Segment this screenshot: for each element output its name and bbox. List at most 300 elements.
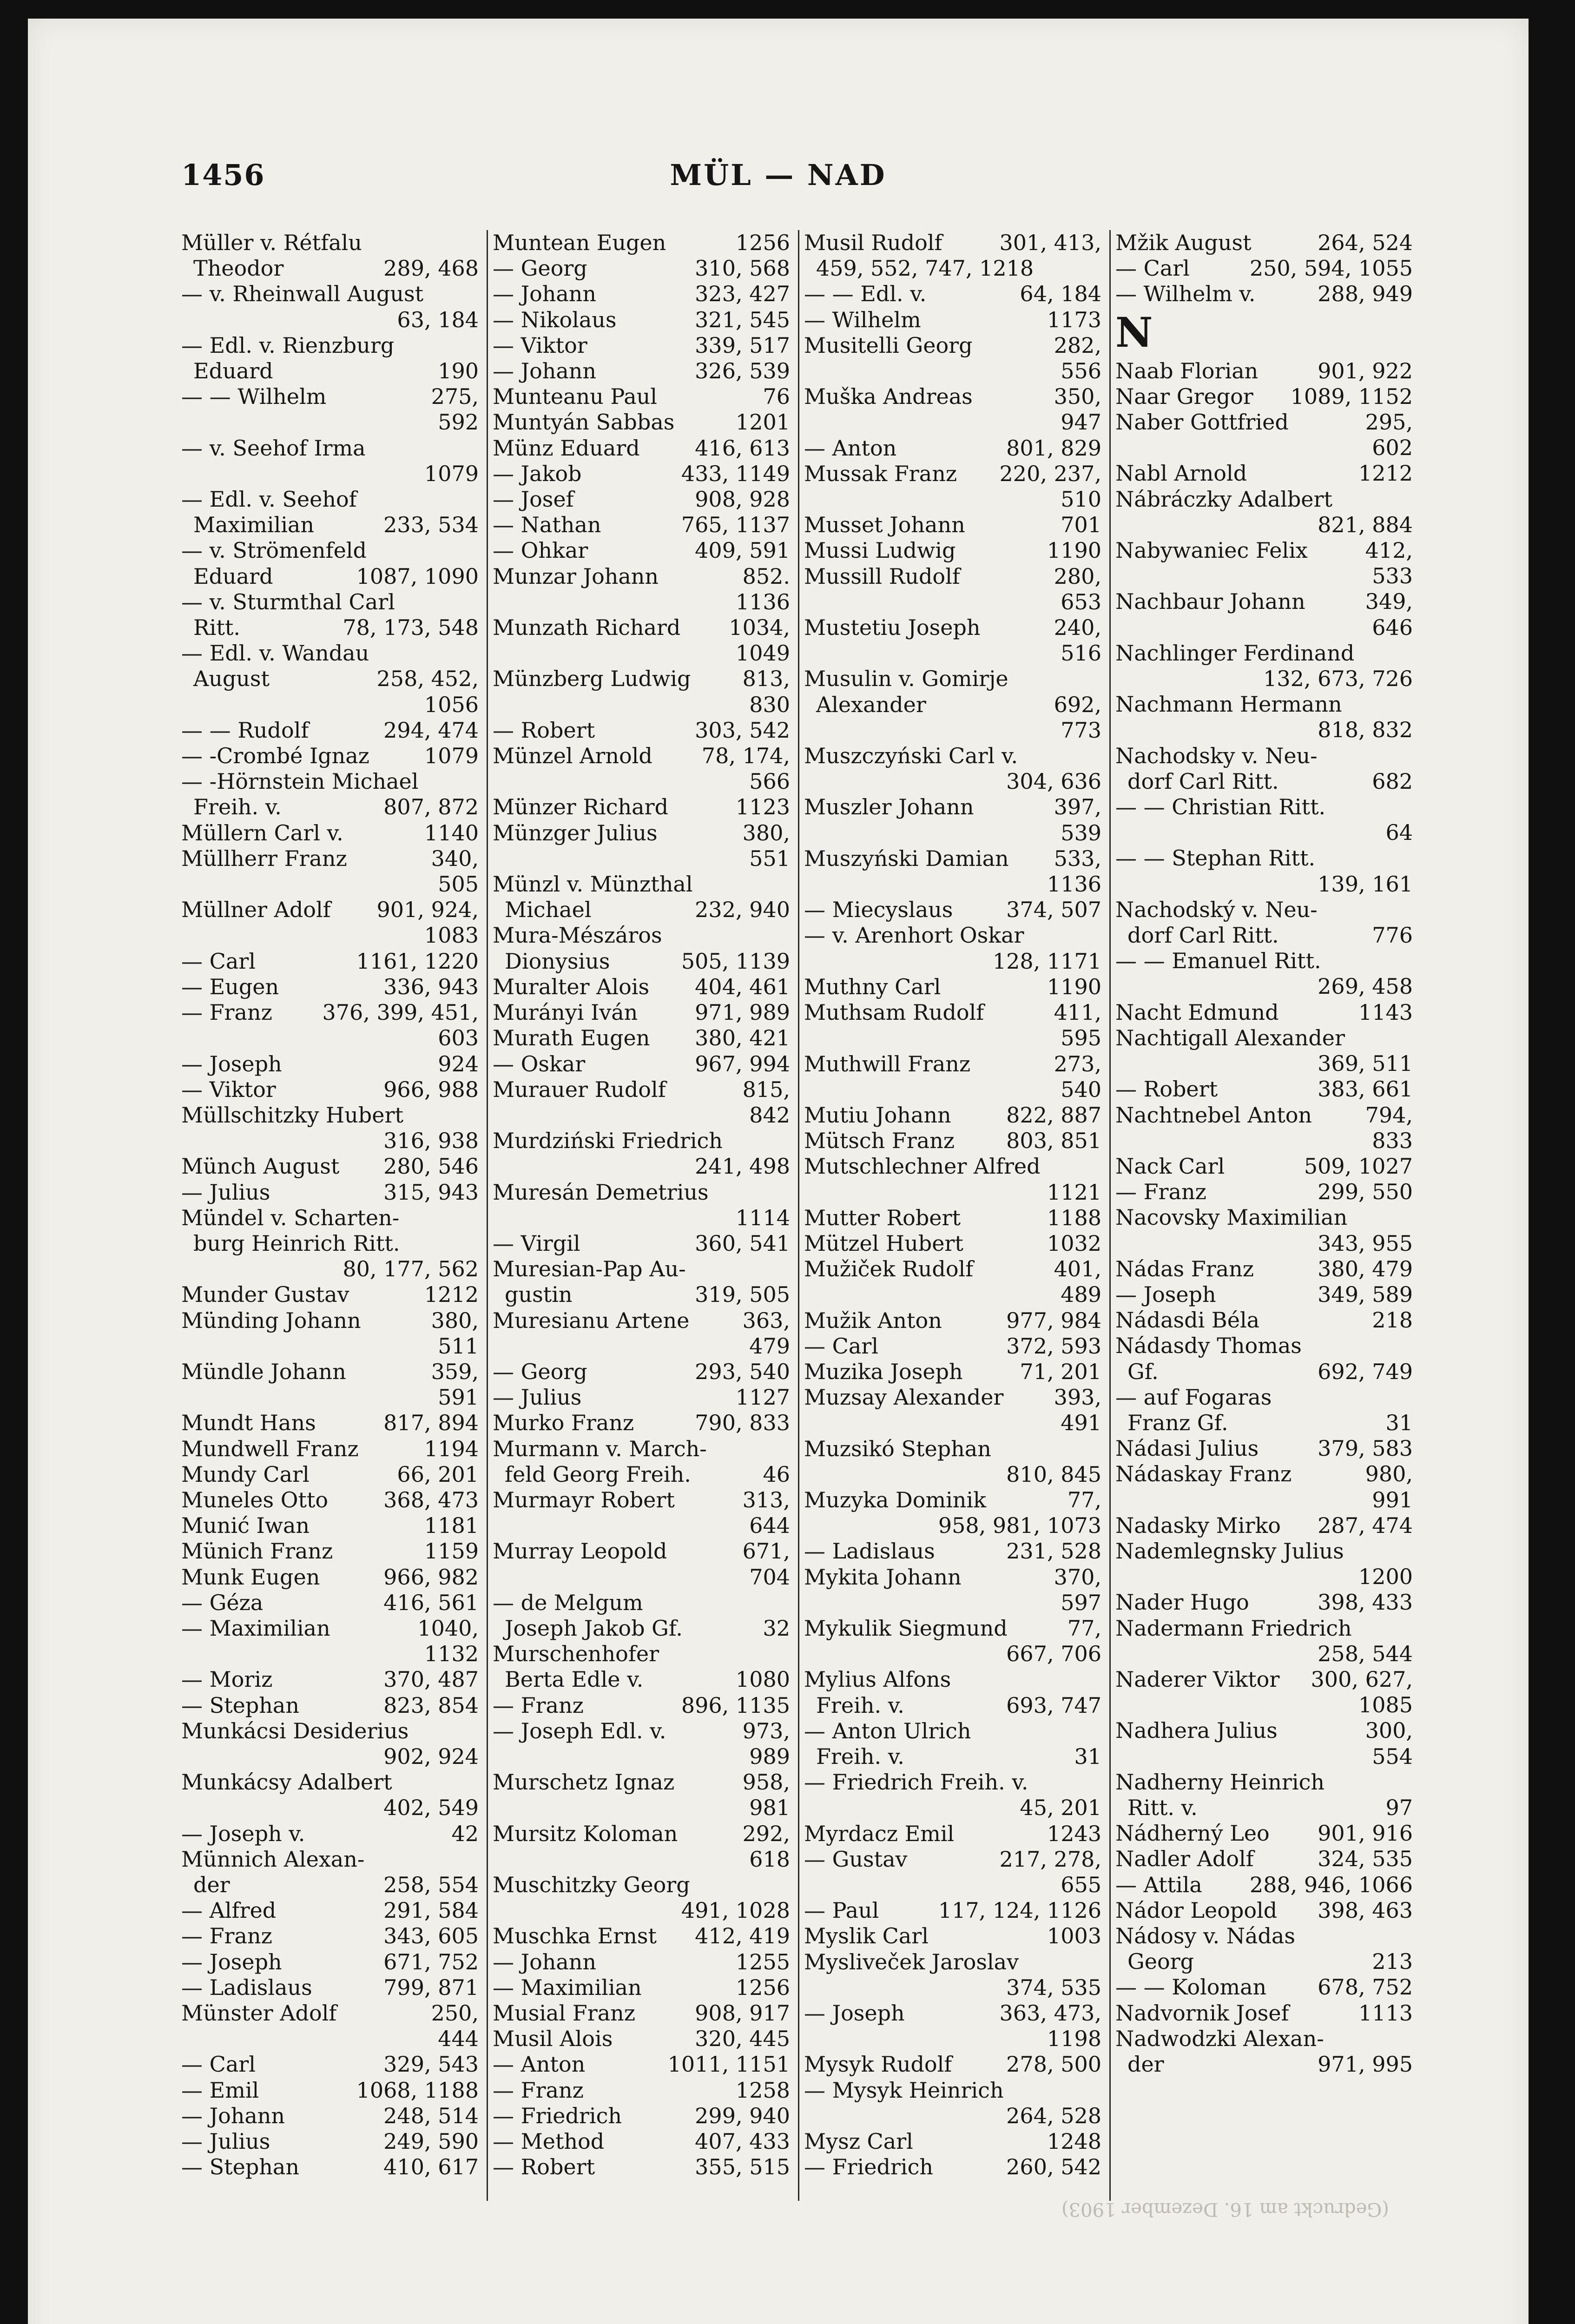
directory-entry [1115,1000,1413,1025]
entry-name: August [193,666,270,692]
directory-entry [804,1538,1101,1564]
directory-entry [181,1077,479,1103]
entry-pages: 71, 201 [1020,1359,1101,1384]
directory-entry [493,1975,790,2000]
directory-entry [1115,1513,1413,1538]
directory-entry [181,461,479,487]
entry-name: — Johann [493,1949,597,1974]
directory-entry [1115,435,1413,461]
entry-name: — v. Seehof Irma [181,435,366,461]
entry-pages [1096,1667,1101,1692]
entry-pages: 973, [742,1718,790,1743]
entry-pages: 1200 [1358,1564,1413,1590]
entry-name: Muszler Johann [804,794,974,820]
entry-pages: 269, 458 [1318,974,1413,999]
directory-entry [804,2129,1101,2154]
entry-name: Mursitz Koloman [493,1821,678,1846]
entry-name [1115,1231,1312,1256]
directory-entry [804,949,1101,974]
directory-entry [1115,948,1413,974]
entry-pages: 273, [1054,1051,1101,1076]
entry-name [493,1205,730,1231]
entry-name: — — Rudolf [181,717,309,743]
directory-entry [1115,1076,1413,1102]
entry-pages: 1034, [729,615,790,640]
entry-pages: 249, 590 [383,2129,479,2154]
directory-entry [493,1718,790,1744]
directory-entry [804,1205,1101,1231]
directory-entry [181,487,479,512]
entry-name [804,1795,1014,1821]
entry-name: Mussill Rudolf [804,563,960,589]
directory-entry [181,1334,479,1359]
entry-name: — Franz [181,1000,272,1025]
entry-pages: 374, 507 [1006,897,1101,923]
entry-name: Nádherný Leo [1115,1821,1270,1846]
entry-pages: 554 [1372,1743,1413,1769]
entry-pages [784,872,790,897]
entry-name: Mylius Alfons [804,1667,951,1692]
directory-entry [804,409,1101,435]
entry-name: — -Hörnstein Michael [181,769,419,794]
entry-name: — v. Arenhort Oskar [804,923,1024,948]
directory-entry [493,2154,790,2180]
directory-entry [1115,923,1413,948]
directory-entry [493,743,790,769]
entry-name: — v. Strömenfeld [181,538,367,563]
entry-name [804,1180,1041,1205]
entry-pages: 597 [1061,1590,1101,1615]
entry-pages: 1011, 1151 [667,2052,790,2077]
entry-pages: 292, [742,1821,790,1846]
entry-pages [473,589,479,615]
entry-name: Nádosy v. Nádas [1115,1923,1295,1948]
entry-name: — Franz [493,2077,584,2103]
directory-entry [181,1923,479,1949]
entry-pages: 489 [1061,1282,1101,1307]
entry-pages: 852. [742,563,790,589]
section-letter [1115,307,1413,358]
entry-name: Münnich Alexan- [181,1846,365,1872]
directory-entry [181,1282,479,1307]
entry-name: — Friedrich [804,2154,933,2180]
entry-name: — Ohkar [493,538,588,563]
entry-name [804,769,1001,794]
directory-entry [1115,1949,1413,1974]
directory-entry [1115,640,1413,666]
entry-name: Gf. [1127,1359,1159,1384]
directory-entry [804,1256,1101,1282]
running-head: MÜL — NAD [670,158,887,192]
entry-pages: 264, 524 [1318,230,1413,255]
entry-name: Muresianu Artene [493,1307,690,1333]
entry-name: — Moriz [181,1667,273,1692]
entry-pages: 258, 554 [383,1872,479,1897]
directory-entry [181,409,479,435]
entry-pages: 232, 940 [695,897,790,923]
entry-pages: 603 [438,1025,479,1051]
entry-name: — Stephan [181,2154,299,2180]
directory-entry [181,718,479,743]
entry-name [804,409,1055,435]
directory-entry [1115,1538,1413,1564]
directory-entry [804,743,1101,769]
entry-pages: 833 [1372,1128,1413,1153]
entry-pages: 646 [1372,614,1413,640]
entry-pages: 139, 161 [1318,871,1413,897]
directory-entry [804,1025,1101,1051]
directory-entry [493,2078,790,2103]
directory-entry [804,1795,1101,1821]
entry-name: Nadermann Friedrich [1115,1615,1352,1641]
entry-pages: 339, 517 [695,332,790,358]
entry-name: Murschetz Ignaz [493,1769,675,1795]
entry-name: — Carl [181,948,256,974]
entry-name: Nádas Franz [1115,1256,1254,1281]
directory-entry [181,692,479,718]
entry-name: Nadler Adolf [1115,1846,1254,1872]
entry-name: — Joseph Edl. v. [493,1718,666,1743]
directory-entry [493,1077,790,1103]
directory-entry [493,872,790,897]
entry-name: Münz Eduard [493,435,640,461]
entry-pages: 1083 [424,923,479,948]
entry-pages: 901, 916 [1318,1821,1413,1846]
entry-pages: 324, 535 [1318,1846,1413,1872]
entry-name: Murauer Rudolf [493,1076,666,1102]
entry-pages: 1089, 1152 [1290,383,1413,409]
entry-pages: 540 [1061,1076,1101,1102]
directory-entry [493,487,790,512]
entry-name: Münzberg Ludwig [493,666,691,692]
entry-name: — Ladislaus [804,1538,935,1564]
entry-pages [1096,2078,1101,2103]
entry-name: — Johann [493,358,597,384]
directory-entry [804,1436,1101,1462]
entry-pages: 288, 949 [1318,281,1413,307]
directory-entry [804,1385,1101,1410]
directory-entry [181,2052,479,2077]
entry-pages: 1121 [1047,1179,1101,1205]
entry-pages [784,1128,790,1154]
entry-pages: 319, 505 [695,1282,790,1307]
entry-pages [473,1769,479,1795]
entry-pages [473,538,479,563]
entry-pages: 300, [1365,1718,1413,1743]
entry-name [493,846,744,872]
entry-pages: 380, [742,820,790,845]
directory-entry [804,1462,1101,1487]
entry-pages: 321, 545 [695,307,790,332]
entry-pages: 217, 278, [999,1846,1101,1872]
entry-pages: 551 [749,845,790,871]
entry-name [804,2103,1001,2129]
entry-pages: 1198 [1047,2026,1101,2052]
entry-pages: 901, 922 [1318,358,1413,383]
directory-entry [493,1667,790,1692]
entry-pages: 1079 [424,461,479,486]
entry-name: Muresán Demetrius [493,1179,709,1205]
entry-pages: 908, 917 [695,2000,790,2026]
directory-entry [493,1590,790,1616]
entry-pages: 1181 [424,1513,479,1538]
entry-pages: 64 [1385,820,1413,845]
entry-pages: 602 [1372,435,1413,461]
entry-pages: 817, 894 [383,1410,479,1436]
directory-entry [804,1180,1101,1205]
entry-name [804,640,1055,666]
directory-entry [1115,692,1413,717]
directory-entry [1115,1821,1413,1846]
entry-pages [784,923,790,948]
entry-pages: 1113 [1358,2000,1413,2026]
directory-entry [1115,461,1413,486]
entry-pages: 402, 549 [383,1795,479,1821]
entry-name: Freih. v. [816,1743,904,1769]
entry-pages: 350, [1054,384,1101,409]
entry-name: — Géza [181,1590,264,1615]
entry-name: Georg [1127,1949,1194,1974]
directory-entry [804,487,1101,512]
directory-entry [804,1359,1101,1385]
directory-entry [181,1103,479,1128]
directory-entry [1115,1564,1413,1590]
directory-entry [493,256,790,281]
entry-name [804,1462,1001,1487]
entry-name: Münzer Richard [493,794,669,820]
directory-entry [181,1538,479,1564]
directory-entry [493,1205,790,1231]
entry-pages: 818, 832 [1318,717,1413,743]
directory-entry [493,615,790,640]
entry-pages: 376, 399, 451, [322,1000,479,1025]
directory-entry [181,1025,479,1051]
entry-pages: 822, 887 [1006,1102,1101,1128]
entry-pages: 902, 924 [383,1743,479,1769]
entry-pages: 412, [1365,538,1413,563]
directory-entry [493,1180,790,1205]
directory-entry [493,1847,790,1872]
entry-pages: 77, [1067,1615,1101,1641]
entry-name [181,1795,378,1821]
directory-entry [181,1718,479,1744]
entry-name: — Ladislaus [181,1974,312,2000]
entry-pages [784,1590,790,1616]
entry-name [804,1410,1055,1436]
directory-entry [1115,1103,1413,1128]
entry-pages [473,1231,479,1256]
directory-entry [804,718,1101,743]
directory-entry [804,256,1101,281]
directory-entry [181,1359,479,1385]
directory-entry [1115,1487,1413,1513]
entry-pages: 128, 1171 [992,948,1101,974]
entry-pages: 794, [1365,1102,1413,1128]
directory-entry [1115,1898,1413,1923]
entry-name: — Georg [493,256,587,281]
entry-pages: 359, [431,1359,479,1384]
directory-entry [804,589,1101,615]
entry-name: — Joseph [804,2000,905,2026]
entry-name: Mundwell Franz [181,1436,359,1461]
entry-pages: 401, [1054,1256,1101,1282]
entry-name: Ritt. v. [1127,1795,1198,1820]
directory-entry [1115,1333,1413,1359]
entry-name [181,2026,432,2052]
entry-pages: 1080 [735,1667,790,1692]
entry-name: Murdziński Friedrich [493,1128,723,1154]
entry-name: Mužiček Rudolf [804,1256,974,1282]
entry-pages: 287, 474 [1318,1512,1413,1538]
entry-pages: 1201 [735,409,790,435]
directory-entry [804,2078,1101,2103]
entry-pages: 97 [1385,1795,1413,1820]
entry-pages [1407,487,1413,512]
directory-entry [181,1590,479,1616]
directory-entry [181,1154,479,1179]
entry-pages: 667, 706 [1006,1641,1101,1667]
entry-name: Eduard [193,358,273,384]
entry-pages [784,1872,790,1898]
directory-entry [804,1693,1101,1718]
directory-entry [1115,666,1413,692]
entry-name [804,1513,933,1538]
entry-name: Musset Johann [804,512,965,538]
directory-entry [1115,1461,1413,1487]
directory-entry [1115,1692,1413,1718]
entry-name: Maximilian [193,512,314,538]
entry-pages: 1123 [735,794,790,820]
entry-name: — Edl. v. Rienzburg [181,332,395,358]
entry-pages: 1114 [735,1205,790,1230]
entry-name: — Georg [493,1359,587,1384]
entry-name: — Anton [493,2052,586,2077]
entry-name: Müllschitzky Hubert [181,1102,403,1128]
directory-entry [1115,1256,1413,1282]
entry-name: — Alfred [181,1898,277,1923]
entry-pages: 282, [1054,332,1101,358]
directory-entry [493,1334,790,1359]
entry-name [804,1282,1055,1307]
entry-pages [1096,743,1101,769]
entry-name: Nadwodzki Alexan- [1115,2026,1324,2051]
directory-entry [804,307,1101,333]
entry-pages: 1068, 1188 [356,2077,479,2103]
entry-name [1115,872,1312,897]
directory-entry [804,1769,1101,1795]
entry-pages [1407,794,1413,820]
directory-entry [493,1898,790,1923]
directory-entry [1115,1667,1413,1692]
entry-name [493,640,730,666]
directory-entry [181,1795,479,1821]
directory-entry [804,923,1101,948]
entry-name: — Edl. v. Seehof [181,487,357,512]
directory-entry [1115,358,1413,384]
entry-pages: 250, 594, 1055 [1249,256,1413,281]
entry-name: gustin [505,1282,573,1307]
entry-name: Muszczyński Carl v. [804,743,1018,769]
entry-pages: 830 [749,692,790,717]
entry-pages: 295, [1365,409,1413,435]
directory-entry [1115,794,1413,820]
directory-entry [181,820,479,846]
directory-entry [804,1821,1101,1847]
entry-name: Berta Edle v. [505,1667,644,1692]
entry-name: Dionysius [505,948,610,974]
entry-name [1115,1487,1366,1513]
directory-entry [181,974,479,1000]
directory-entry [804,1565,1101,1590]
directory-entry [804,461,1101,487]
directory-entry [181,1436,479,1462]
directory-entry [804,1000,1101,1025]
directory-entry [804,692,1101,718]
directory-entry [493,1565,790,1590]
entry-name: Murschenhofer [493,1641,659,1667]
entry-name: Munkácsi Desiderius [181,1718,409,1743]
entry-name: — v. Sturmthal Carl [181,589,395,614]
entry-name: — — Christian Ritt. [1115,794,1326,820]
entry-pages: 510 [1061,487,1101,512]
entry-pages [1407,948,1413,974]
entry-pages: 412, 419 [695,1923,790,1949]
directory-entry [493,846,790,872]
entry-name: Munzath Richard [493,615,681,640]
directory-entry [1115,743,1413,769]
entry-pages: 132, 673, 726 [1263,666,1413,692]
directory-entry [181,512,479,538]
entry-pages: 1032 [1047,1230,1101,1256]
entry-name: Nádor Leopold [1115,1897,1278,1923]
directory-entry [181,564,479,589]
directory-entry [804,1667,1101,1692]
entry-pages [784,1256,790,1282]
entry-name: — Anton [804,435,897,461]
directory-entry [181,358,479,384]
entry-name: Müllherr Franz [181,845,347,871]
entry-pages: 1243 [1047,1821,1101,1846]
entry-name: Murmayr Robert [493,1487,675,1512]
entry-pages: 320, 445 [695,2026,790,2052]
entry-pages: 1040, [417,1615,479,1641]
entry-name: Mündle Johann [181,1359,346,1384]
entry-pages: 958, [742,1769,790,1795]
directory-entry [493,1385,790,1410]
entry-pages: 644 [749,1513,790,1538]
directory-entry [804,1847,1101,1872]
column-3 [804,230,1101,2180]
entry-pages: 1212 [424,1282,479,1307]
entry-name: — Stephan [181,1692,299,1718]
entry-pages: 813, [742,666,790,692]
entry-pages: 966, 988 [383,1076,479,1102]
directory-entry [181,2026,479,2052]
entry-name: Nábráczky Adalbert [1115,486,1332,512]
directory-entry [493,281,790,307]
entry-pages: 407, 433 [695,2129,790,2154]
entry-pages: 241, 498 [695,1154,790,1179]
entry-pages: 595 [1061,1025,1101,1051]
directory-entry [804,230,1101,256]
entry-name: Michael [505,897,592,923]
entry-name [804,1975,1001,2000]
entry-name: Mura-Mészáros [493,923,662,948]
directory-entry [804,1872,1101,1898]
entry-name: Muthny Carl [804,974,941,999]
entry-name: Naar Gregor [1115,383,1253,409]
entry-name: — Maximilian [493,1974,642,2000]
